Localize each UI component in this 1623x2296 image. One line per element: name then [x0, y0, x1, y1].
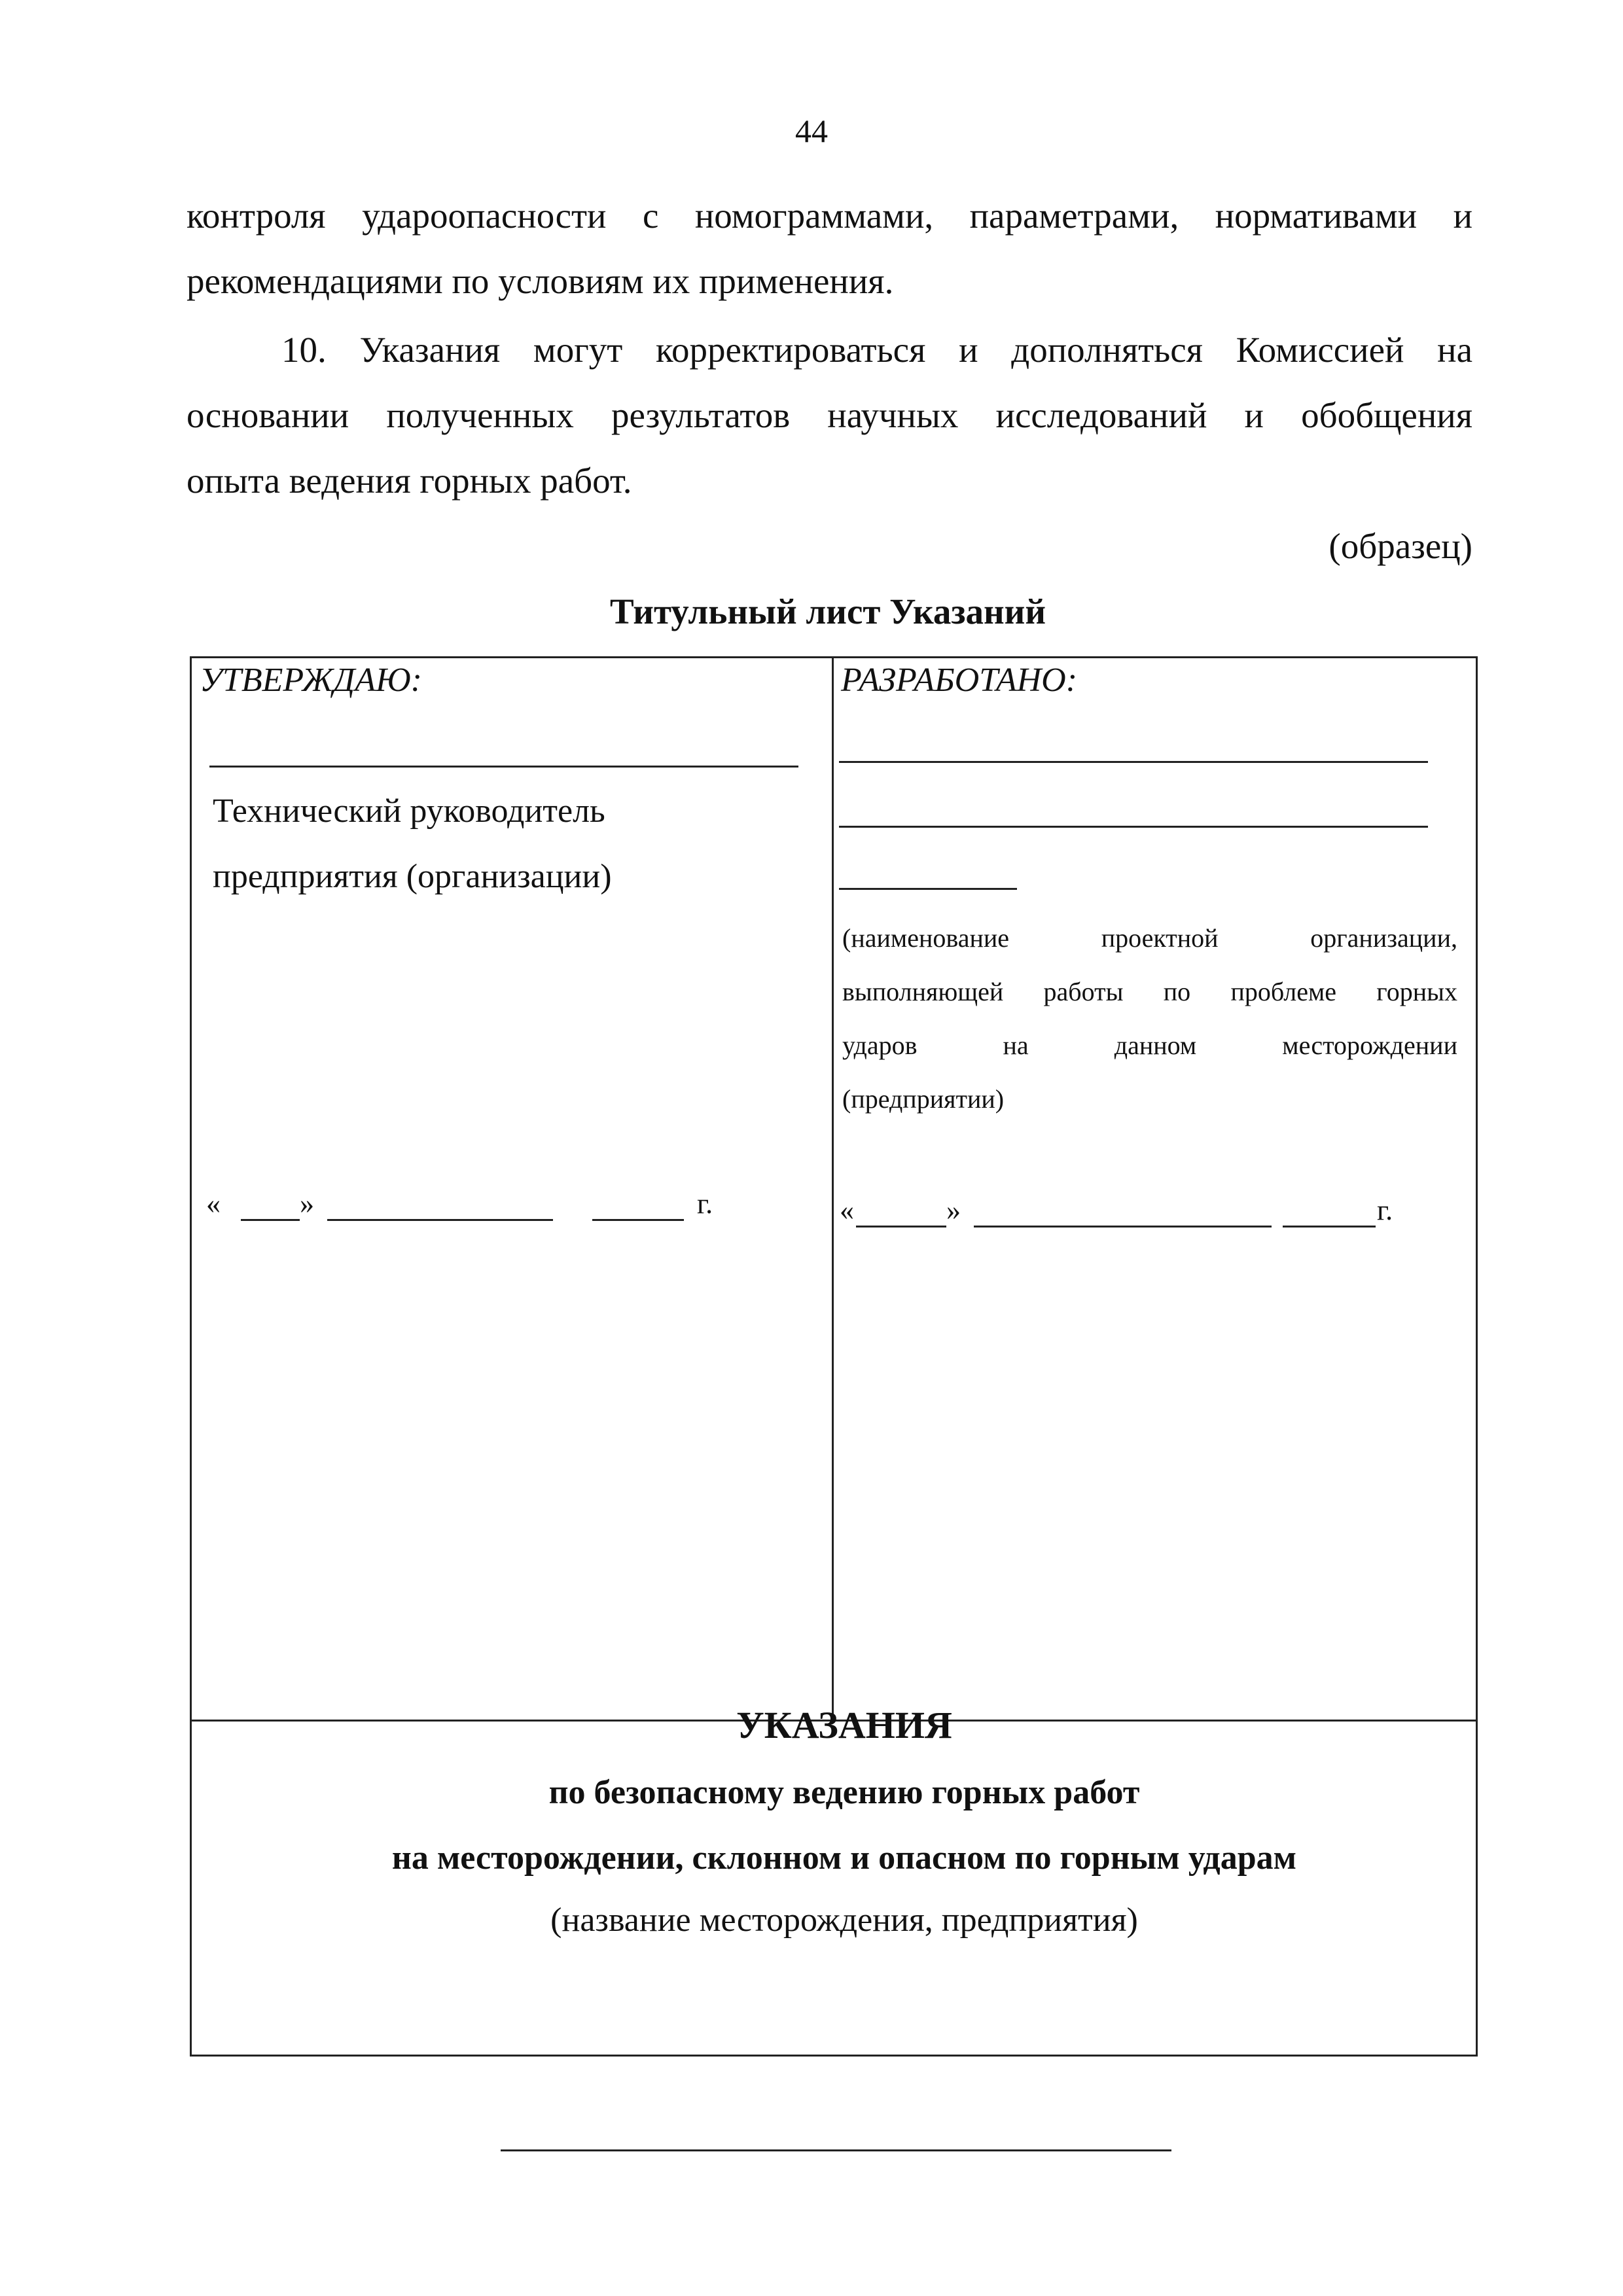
date-year-line — [592, 1219, 684, 1221]
organization-note-line: (предприятии) — [842, 1084, 1005, 1114]
date-day-line — [856, 1226, 946, 1227]
date-close-quote: » — [946, 1194, 961, 1226]
form-caption: Титульный лист Указаний — [609, 592, 1046, 631]
column-divider — [832, 656, 834, 1720]
developed-heading: РАЗРАБОТАНО: — [841, 662, 1078, 699]
signature-line — [209, 766, 798, 768]
paragraph-line: основании полученных результатов научных исследований и обобщения — [187, 395, 1472, 435]
paragraph-line: 10. Указания могут корректироваться и дополняться Комиссией на — [281, 330, 1472, 370]
document-title: УКАЗАНИЯ — [736, 1704, 952, 1746]
organization-line — [839, 761, 1428, 763]
position-title-line1: Технический руководитель — [213, 792, 605, 830]
date-open-quote: « — [206, 1188, 221, 1220]
end-rule — [501, 2149, 1171, 2151]
sample-mark: (образец) — [1329, 526, 1472, 566]
date-year-suffix: г. — [1377, 1194, 1393, 1226]
date-month-line — [974, 1226, 1272, 1227]
date-month-line — [327, 1219, 553, 1221]
date-year-line — [1283, 1226, 1376, 1227]
approve-heading: УТВЕРЖДАЮ: — [200, 662, 422, 699]
paragraph-line: рекомендациями по условиям их применения. — [187, 261, 894, 301]
organization-note-line: выполняющей работы по проблеме горных — [842, 977, 1457, 1006]
organization-note-line: ударов на данном месторождении — [842, 1031, 1457, 1060]
paragraph-line: опыта ведения горных работ. — [187, 461, 632, 501]
date-day-line — [241, 1219, 300, 1221]
document-subtitle-line2: на месторождении, склонном и опасном по горным ударам — [391, 1839, 1297, 1877]
position-title-line2: предприятия (организации) — [213, 858, 612, 895]
organization-note-line: (наименование проектной организации, — [842, 923, 1457, 953]
date-close-quote: » — [300, 1188, 314, 1220]
page-number: 44 — [795, 113, 828, 149]
paragraph-line: контроля удароопасности с номограммами, параметрами, нормативами и — [187, 196, 1472, 236]
date-year-suffix: г. — [697, 1188, 713, 1220]
date-open-quote: « — [840, 1194, 854, 1226]
document-subtitle-line1: по безопасному ведению горных работ — [548, 1774, 1140, 1811]
organization-line — [839, 826, 1428, 828]
deposit-name-placeholder: (название месторождения, предприятия) — [550, 1901, 1138, 1939]
organization-line — [839, 888, 1017, 890]
